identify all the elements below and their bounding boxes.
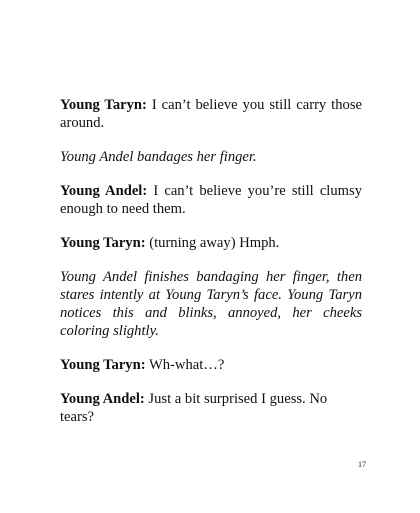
- dialogue-text: Wh-what…?: [148, 357, 225, 373]
- dialogue-line: [60, 356, 362, 374]
- dialogue-line: [60, 96, 362, 132]
- speaker-name: Young Taryn:: [60, 357, 146, 373]
- dialogue-text: I can’t believe you’re still clumsy enough to need them.: [60, 183, 362, 217]
- stage-direction-text: Young Andel finishes bandaging her finger, then stares intently at Young Taryn’s face. Young Taryn notices this and blinks, annoyed, her cheeks coloring slightly.: [60, 269, 362, 339]
- speaker-name: Young Taryn:: [60, 235, 146, 251]
- stage-direction: [60, 268, 362, 340]
- page-number: 17: [358, 460, 366, 469]
- dialogue-line: [60, 234, 362, 252]
- dialogue-text: I can’t believe you still carry those around.: [60, 97, 362, 131]
- dialogue-text: (turning away) Hmph.: [149, 235, 280, 251]
- speaker-name: Young Andel:: [60, 391, 145, 407]
- stage-direction: [60, 148, 362, 166]
- dialogue-line: [60, 182, 362, 218]
- script-body: [60, 96, 362, 442]
- speaker-name: Young Taryn:: [60, 97, 147, 113]
- dialogue-text: Just a bit surprised I guess. No tears?: [60, 391, 328, 425]
- dialogue-line: [60, 390, 362, 426]
- stage-direction-text: Young Andel bandages her finger.: [60, 149, 257, 165]
- speaker-name: Young Andel:: [60, 183, 148, 199]
